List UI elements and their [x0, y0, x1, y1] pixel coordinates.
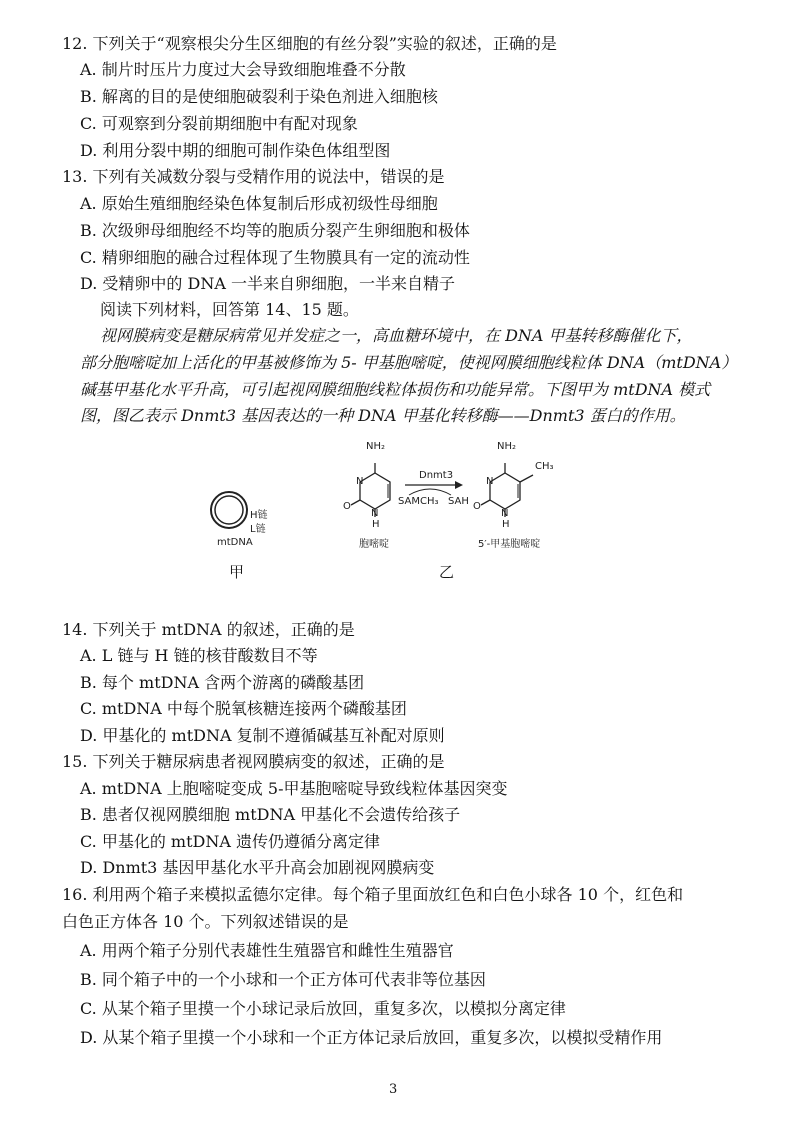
q14-option-a: A. L 链与 H 链的核苷酸数目不等 [80, 646, 318, 665]
q13-stem: 13. 下列有关减数分裂与受精作用的说法中，错误的是 [62, 167, 445, 186]
nh2-right-label: NH₂ [497, 441, 517, 452]
sah-label: SAH [448, 496, 469, 507]
o-left-label: O [343, 501, 351, 512]
n1-right-label: N [501, 508, 509, 519]
q16-stem-line-2: 白色正方体各 10 个。下列叙述错误的是 [62, 912, 349, 931]
n1-left-label: N [371, 508, 379, 519]
h-left-label: H [372, 519, 380, 530]
cytosine-label: 胞嘧啶 [359, 539, 389, 550]
q15-option-c: C. 甲基化的 mtDNA 遗传仍遵循分离定律 [80, 832, 381, 851]
q16-option-c: C. 从某个箱子里摸一个小球记录后放回，重复多次，以模拟分离定律 [80, 999, 566, 1018]
nh2-left-label: NH₂ [366, 441, 386, 452]
mtdna-label: mtDNA [217, 537, 253, 548]
q12-option-d: D. 利用分裂中期的细胞可制作染色体组型图 [80, 141, 391, 160]
samch3-label: SAMCH₃ [398, 496, 439, 507]
material-line-2: 部分胞嘧啶加上活化的甲基被修饰为 5- 甲基胞嘧啶，使视网膜细胞线粒体 DNA（mtDNA） [80, 353, 738, 372]
q13-option-d: D. 受精卵中的 DNA 一半来自卵细胞，一半来自精子 [80, 274, 455, 293]
l-chain-label: L链 [250, 524, 266, 535]
q12-stem: 12. 下列关于“观察根尖分生区细胞的有丝分裂”实验的叙述，正确的是 [62, 34, 557, 53]
q14-option-d: D. 甲基化的 mtDNA 复制不遵循碱基互补配对原则 [80, 726, 445, 745]
material-line-4: 图，图乙表示 Dnmt3 基因表达的一种 DNA 甲基化转移酶——Dnmt3 蛋白的作用。 [80, 406, 686, 425]
q12-option-c: C. 可观察到分裂前期细胞中有配对现象 [80, 114, 358, 133]
q16-option-b: B. 同个箱子中的一个小球和一个正方体可代表非等位基因 [80, 970, 486, 989]
figure-yi-caption: 乙 [439, 563, 455, 581]
material-line-3: 碱基甲基化水平升高，可引起视网膜细胞线粒体损伤和功能异常。下图甲为 mtDNA 模式 [80, 380, 711, 399]
q12-option-b: B. 解离的目的是使细胞破裂利于染色剂进入细胞核 [80, 87, 438, 106]
q15-option-a: A. mtDNA 上胞嘧啶变成 5-甲基胞嘧啶导致线粒体基因突变 [80, 779, 508, 798]
q13-option-a: A. 原始生殖细胞经染色体复制后形成初级性母细胞 [80, 194, 438, 213]
q15-stem: 15. 下列关于糖尿病患者视网膜病变的叙述，正确的是 [62, 752, 445, 771]
methylcytosine-label: 5′-甲基胞嘧啶 [478, 539, 541, 550]
q13-option-c: C. 精卵细胞的融合过程体现了生物膜具有一定的流动性 [80, 248, 470, 267]
q14-option-b: B. 每个 mtDNA 含两个游离的磷酸基团 [80, 673, 365, 692]
q14-stem: 14. 下列关于 mtDNA 的叙述，正确的是 [62, 620, 355, 639]
n3-right-label: N [486, 476, 494, 487]
o-right-label: O [473, 501, 481, 512]
q14-option-c: C. mtDNA 中每个脱氧核糖连接两个磷酸基团 [80, 699, 407, 718]
h-right-label: H [502, 519, 510, 530]
q16-option-a: A. 用两个箱子分别代表雄性生殖器官和雌性生殖器官 [80, 941, 454, 960]
material-line-1: 视网膜病变是糖尿病常见并发症之一，高血糖环境中，在 DNA 甲基转移酶催化下， [100, 326, 693, 345]
q12-option-a: A. 制片时压片力度过大会导致细胞堆叠不分散 [80, 60, 406, 79]
figure-jia-caption: 甲 [229, 563, 245, 581]
dnmt3-enzyme-label: Dnmt3 [419, 470, 454, 481]
q15-option-b: B. 患者仅视网膜细胞 mtDNA 甲基化不会遗传给孩子 [80, 805, 461, 824]
q15-option-d: D. Dnmt3 基因甲基化水平升高会加剧视网膜病变 [80, 858, 435, 877]
q16-stem-line-1: 16. 利用两个箱子来模拟孟德尔定律。每个箱子里面放红色和白色小球各 10 个，红色和 [62, 885, 684, 904]
material-intro: 阅读下列材料，回答第 14、15 题。 [100, 300, 359, 319]
page-number: 3 [389, 1082, 398, 1097]
h-chain-label: H链 [250, 510, 268, 521]
ch3-label: CH₃ [535, 461, 554, 472]
q16-option-d: D. 从某个箱子里摸一个小球和一个正方体记录后放回，重复多次，以模拟受精作用 [80, 1028, 663, 1047]
n3-left-label: N [356, 476, 364, 487]
q13-option-b: B. 次级卵母细胞经不均等的胞质分裂产生卵细胞和极体 [80, 221, 470, 240]
